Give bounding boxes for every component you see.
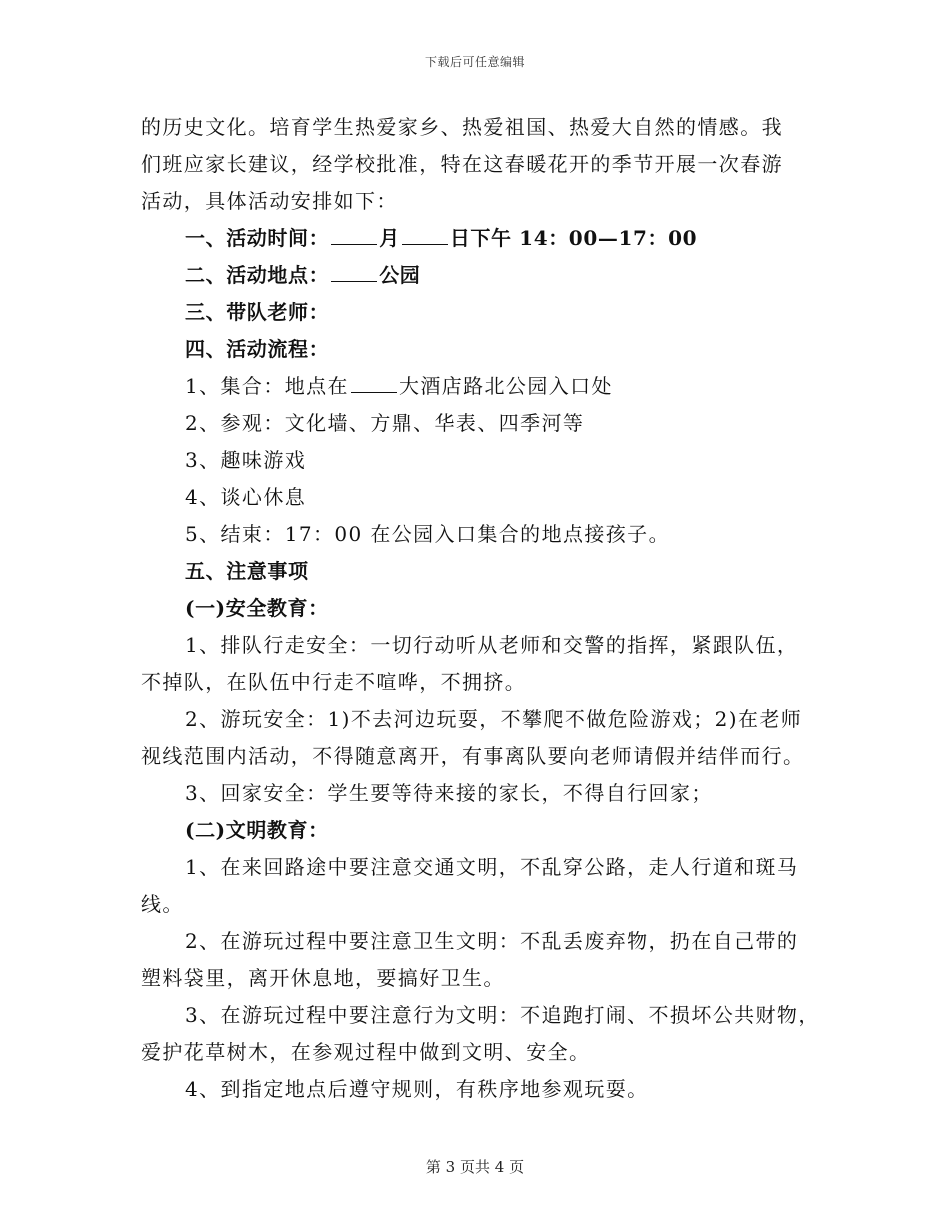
civility-heading: (二)文明教育： [185,818,329,842]
paragraph-line: 们班应家长建议，经学校批准，特在这春暖花开的季节开展一次春游 [141,152,783,176]
safety-item-2-line: 视线范围内活动，不得随意离开，有事离队要向老师请假并结伴而行。 [141,744,805,768]
flow-item-1-label: 1、集合：地点在 [185,374,349,398]
civility-item-1-line: 1、在来回路途中要注意交通文明，不乱穿公路，走人行道和斑马 [185,855,799,879]
safety-item-2-line: 2、游玩安全：1)不去河边玩耍，不攀爬不做危险游戏；2)在老师 [185,707,803,731]
blank-field-park [331,261,377,282]
civility-item-4: 4、到指定地点后遵守规则，有秩序地参观玩耍。 [185,1077,649,1101]
civility-item-3-line: 3、在游玩过程中要注意行为文明：不追跑打闹、不损坏公共财物， [185,1003,820,1027]
flow-item-2: 2、参观：文化墙、方鼎、华表、四季河等 [185,411,585,435]
page-header: 下载后可任意编辑 [424,55,525,69]
notes-heading: 五、注意事项 [185,559,309,583]
flow-item-4: 4、谈心休息 [185,485,307,509]
flow-heading: 四、活动流程： [185,337,330,361]
safety-item-3: 3、回家安全：学生要等待来接的家长，不得自行回家； [185,781,713,805]
paragraph-line: 活动，具体活动安排如下： [141,189,398,213]
civility-item-2-line: 塑料袋里，离开休息地，要搞好卫生。 [141,966,505,990]
blank-field-month [331,224,377,245]
flow-item-5: 5、结束：17：00 在公园入口集合的地点接孩子。 [185,522,670,546]
document-body [141,109,820,1108]
month-label: 月 [379,226,400,250]
flow-item-3: 3、趣味游戏 [185,448,307,472]
page-footer: 第 3 页共 4 页 [425,1158,525,1176]
safety-item-1-line: 不掉队，在队伍中行走不喧哗，不拥挤。 [141,670,527,694]
blank-field-hotel [351,372,397,393]
safety-item-1-line: 1、排队行走安全：一切行动听从老师和交警的指挥，紧跟队伍， [185,633,799,657]
time-range-text: 日下午 14：00—17：00 [449,226,698,250]
activity-place-heading [141,257,809,294]
activity-place-label: 二、活动地点： [185,263,330,287]
paragraph-line: 的历史文化。培育学生热爱家乡、热爱祖国、热爱大自然的情感。我 [141,115,783,139]
safety-heading: (一)安全教育： [185,596,329,620]
civility-item-3-line: 爱护花草树木，在参观过程中做到文明、安全。 [141,1040,591,1064]
civility-item-1-line: 线。 [141,892,184,916]
blank-field-day [402,224,448,245]
teacher-heading: 三、带队老师： [185,300,330,324]
flow-item-1 [141,368,809,405]
park-label: 公园 [379,263,421,287]
civility-item-2-line: 2、在游玩过程中要注意卫生文明：不乱丢废弃物，扔在自己带的 [185,929,799,953]
activity-time-label: 一、活动时间： [185,226,330,250]
flow-item-1-location: 大酒店路北公园入口处 [398,374,613,398]
activity-time-heading [141,220,809,257]
